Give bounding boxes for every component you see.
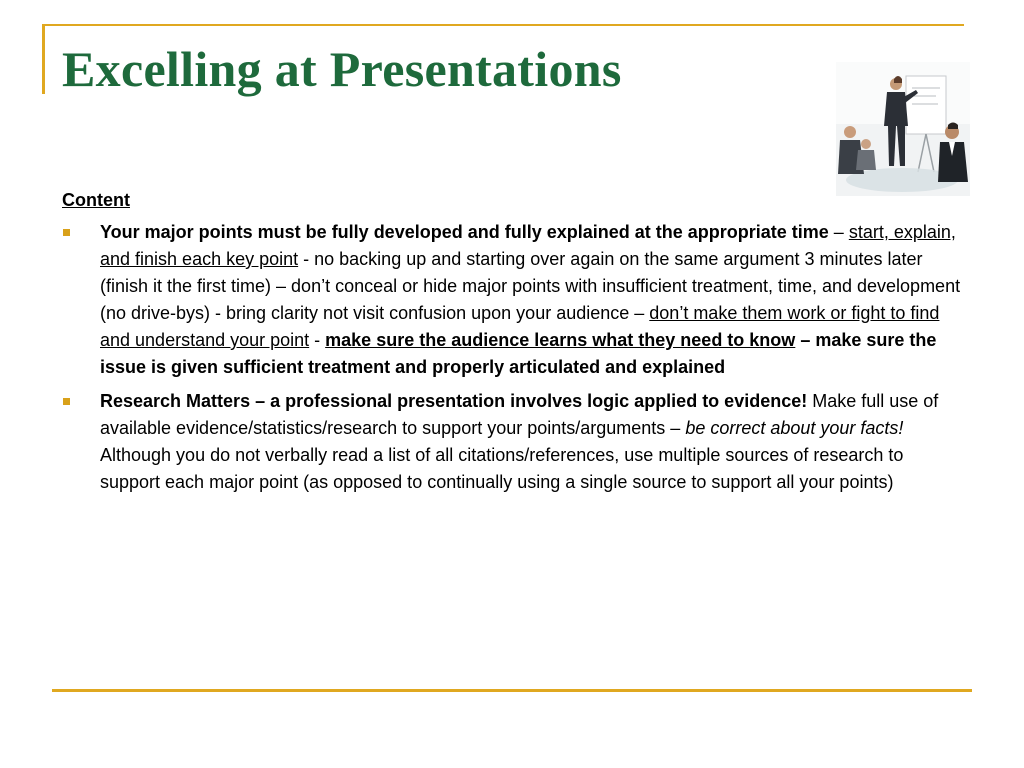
content-area — [62, 187, 962, 503]
bullet-text-italic: be correct about your facts! — [685, 418, 904, 438]
bullet-text-bold: Research Matters – a professional presentation involves logic applied to evidence! — [100, 391, 808, 411]
slide-title: Excelling at Presentations — [62, 41, 622, 97]
bullet-list — [62, 219, 962, 496]
bullet-text-bold: Your major points must be fully developed and fully explained at the appropriate time — [100, 222, 829, 242]
bullet-text: Make full use of available evidence/statistics/research to support your points/arguments – — [100, 391, 939, 438]
bullet-text: Although you do not verbally read a list of all citations/references, use multiple sources of research to support each major point (as opposed to continually using a single source to support all your points) — [100, 445, 904, 492]
bullet-text: - — [309, 330, 326, 350]
bullet-text-underlined: start, explain, and finish each key point — [100, 222, 956, 269]
bullet-text: - no backing up and starting over again on the same argument 3 minutes later (finish it the first time) – don’t conceal or hide major points with insufficient treatment, time, and development (no drive-bys) - bring clarity not visit confusion upon your audience – — [100, 249, 961, 323]
bullet-item — [62, 388, 962, 496]
bullet-square-icon — [63, 398, 70, 405]
bullet-square-icon — [63, 229, 70, 236]
section-heading: Content — [62, 190, 130, 210]
bullet-text: – — [828, 222, 849, 242]
bullet-text-bold-underlined: make sure the audience learns what they need to know — [325, 330, 796, 350]
left-divider — [42, 24, 45, 94]
bullet-item — [62, 219, 962, 381]
top-divider — [44, 24, 964, 26]
presentation-photo-icon — [836, 62, 970, 196]
bottom-divider — [52, 689, 972, 692]
bullet-text-underlined: don’t make them work or fight to find and understand your point — [100, 303, 940, 350]
bullet-text-bold: – make sure the issue is given sufficient treatment and properly articulated and explained — [100, 330, 937, 377]
